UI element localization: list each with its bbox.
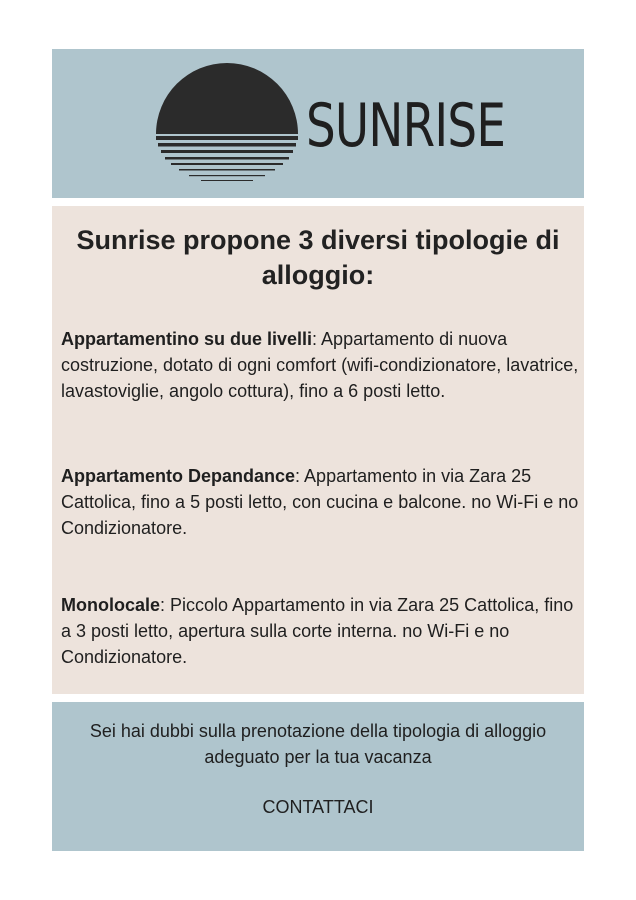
item-description: : Appartamento di nuova costruzione, dotato di ogni comfort (wifi-condizionatore, lavatrice, lavastoviglie, angolo cottura), fino a 6 posti letto. <box>61 329 579 401</box>
logo <box>156 63 506 185</box>
page-title: Sunrise propone 3 diversi tipologie di alloggio: <box>76 225 560 290</box>
list-item <box>61 463 579 541</box>
accommodation-panel <box>52 206 584 694</box>
header-banner <box>52 49 584 198</box>
brand-name: SUNRISE <box>306 91 506 161</box>
item-title: Monolocale <box>61 595 161 615</box>
contact-prompt: Sei hai dubbi sulla prenotazione della tipologia di alloggio adeguato per la tua vacanza <box>89 721 547 767</box>
item-title: Appartamento Depandance <box>61 466 296 486</box>
list-item <box>61 592 579 670</box>
item-description: : Appartamento in via Zara 25 Cattolica, fino a 5 posti letto, con cucina e balcone. no Wi-Fi e no Condizionatore. <box>61 466 579 538</box>
item-title: Appartamentino su due livelli <box>61 329 313 349</box>
contact-banner <box>52 702 584 851</box>
sunset-stripes-icon <box>156 63 298 185</box>
item-description: : Piccolo Appartamento in via Zara 25 Cattolica, fino a 3 posti letto, apertura sulla corte interna. no Wi-Fi e no Condizionatore. <box>61 595 574 667</box>
contact-link[interactable]: CONTATTACI <box>262 797 374 817</box>
list-item <box>61 326 579 404</box>
